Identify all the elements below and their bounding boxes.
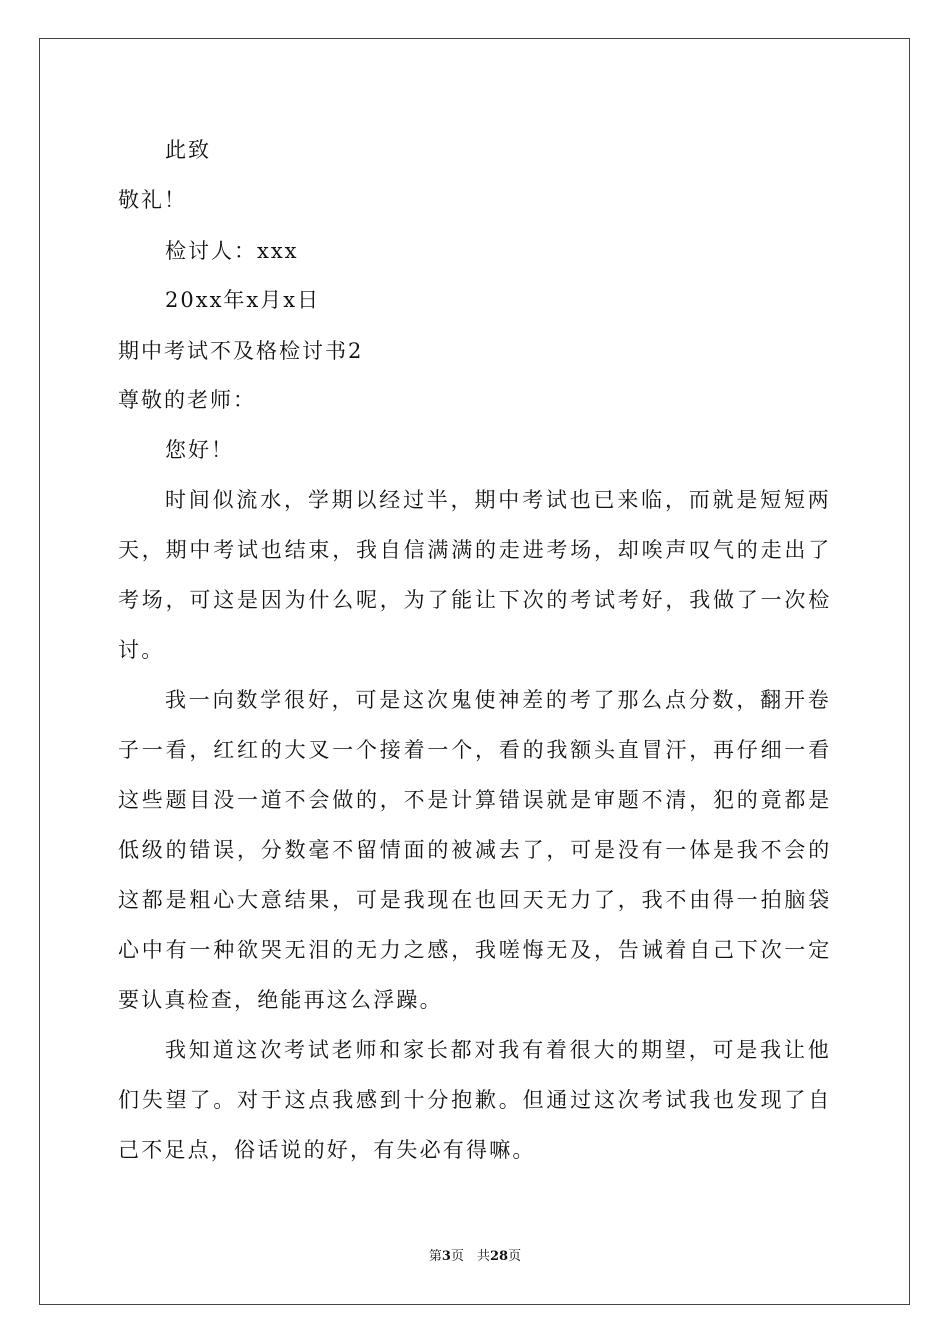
paragraph-3-line-1: 我知道这次考试老师和家长都对我有着很大的期望，可是我让他 [165, 1038, 832, 1062]
paragraph-2-line-6: 心中有一种欲哭无泪的无力之感，我嗟悔无及，告诫着自己下次一定 [118, 938, 832, 962]
page-footer [0, 1248, 950, 1266]
footer-prefix: 第 [428, 1249, 442, 1264]
footer-suffix: 页 [508, 1249, 522, 1264]
footer-total-pages: 28 [489, 1249, 509, 1264]
signer-line: 检讨人：xxx [165, 239, 299, 263]
closing-line-1: 此致 [165, 138, 211, 162]
salutation: 尊敬的老师： [118, 388, 256, 412]
paragraph-2-line-3: 这些题目没一道不会做的，不是计算错误就是审题不清，犯的竟都是 [118, 788, 832, 812]
date-line: 20xx年x月x日 [165, 288, 321, 312]
paragraph-3-line-2: 们失望了。对于这点我感到十分抱歉。但通过这次考试我也发现了自 [118, 1088, 832, 1112]
closing-line-2: 敬礼！ [118, 188, 187, 212]
paragraph-2-line-4: 低级的错误，分数毫不留情面的被减去了，可是没有一体是我不会的 [118, 838, 832, 862]
footer-mid: 页 共 [450, 1249, 490, 1264]
paragraph-2-line-7: 要认真检查，绝能再这么浮躁。 [118, 988, 443, 1012]
paragraph-1-line-2: 天，期中考试也结束，我自信满满的走进考场，却唉声叹气的走出了 [118, 538, 832, 562]
paragraph-1-line-1: 时间似流水，学期以经过半，期中考试也已来临，而就是短短两 [165, 488, 832, 512]
paragraph-2-line-1: 我一向数学很好，可是这次鬼使神差的考了那么点分数，翻开卷 [165, 688, 832, 712]
paragraph-2-line-5: 这都是粗心大意结果，可是我现在也回天无力了，我不由得一拍脑袋 [118, 888, 832, 912]
paragraph-3-line-3: 己不足点，俗话说的好，有失必有得嘛。 [118, 1138, 536, 1162]
paragraph-1-line-4: 讨。 [118, 638, 165, 662]
greeting: 您好！ [165, 438, 234, 462]
document-title: 期中考试不及格检讨书2 [118, 339, 364, 363]
paragraph-1-line-3: 考场，可这是因为什么呢，为了能让下次的考试考好，我做了一次检 [118, 588, 832, 612]
paragraph-2-line-2: 子一看，红红的大叉一个接着一个，看的我额头直冒汗，再仔细一看 [118, 738, 832, 762]
footer-current-page: 3 [441, 1249, 451, 1264]
